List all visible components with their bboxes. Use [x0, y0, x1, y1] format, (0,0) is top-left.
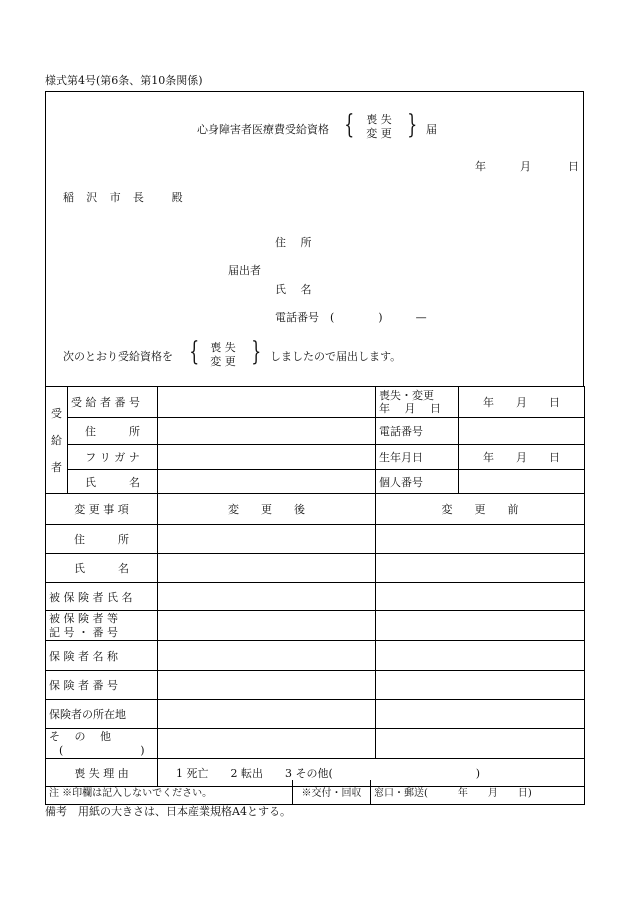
statement-option-loss: 喪 失: [210, 341, 236, 354]
applicant-phone-label: 電話番号 ( ) —: [275, 311, 427, 324]
change-before-field[interactable]: [376, 554, 585, 583]
left-brace-icon: {: [344, 110, 355, 140]
change-before-field[interactable]: [376, 729, 585, 759]
change-after-field[interactable]: [158, 700, 376, 729]
change-row-label: 保険者の所在地: [46, 700, 158, 729]
change-before-field[interactable]: [376, 641, 585, 671]
change-before-field[interactable]: [376, 611, 585, 641]
change-row-label: 被 保 険 者 等 記 号 ・ 番 号: [46, 611, 158, 641]
delivery-label: ※交付・回収: [293, 780, 371, 804]
furigana-field[interactable]: [158, 445, 376, 470]
change-before-field[interactable]: [376, 583, 585, 611]
left-brace-icon: {: [189, 337, 200, 367]
loss-change-date-label: 喪失・変更 年 月 日: [376, 387, 459, 418]
form-table: [45, 386, 585, 787]
statement-options: [201, 341, 245, 369]
change-after-field[interactable]: [158, 641, 376, 671]
form-title-prefix: 心身障害者医療費受給資格: [197, 123, 329, 136]
birthdate-field[interactable]: 年 月 日: [459, 445, 585, 470]
note-table: [45, 780, 585, 805]
change-before-field[interactable]: [376, 671, 585, 700]
recipient-number-label: 受 給 者 番 号: [68, 387, 158, 418]
phone-field[interactable]: [459, 418, 585, 445]
statement-option-change: 変 更: [210, 355, 236, 368]
form-title-suffix: 届: [426, 123, 437, 136]
change-before-field[interactable]: [376, 525, 585, 554]
change-after-header: 変 更 後: [158, 494, 376, 525]
recipient-address-field[interactable]: [158, 418, 376, 445]
delivery-field[interactable]: 窓口・郵送( 年 月 日): [371, 780, 585, 804]
change-item-header: 変 更 事 項: [46, 494, 158, 525]
remark: 備考 用紙の大きさは、日本産業規格A4とする。: [45, 805, 291, 818]
change-row-label: 保 険 者 名 称: [46, 641, 158, 671]
change-after-field[interactable]: [158, 611, 376, 641]
recipient-number-field[interactable]: [158, 387, 376, 418]
addressee: 稲 沢 市 長 殿: [63, 191, 187, 204]
title-option-loss: 喪 失: [366, 113, 392, 126]
recipient-address-label: 住 所: [68, 418, 158, 445]
change-after-field[interactable]: [158, 554, 376, 583]
change-row-label: 保 険 者 番 号: [46, 671, 158, 700]
loss-reason-options[interactable]: 1 死亡 2 転出 3 その他( ): [158, 759, 585, 787]
title-option-change: 変 更: [366, 127, 392, 140]
note-text: 注 ※印欄は記入しないでください。: [46, 780, 293, 804]
change-row-label: 被 保 険 者 氏 名: [46, 583, 158, 611]
change-after-field[interactable]: [158, 525, 376, 554]
right-brace-icon: }: [251, 337, 262, 367]
birthdate-label: 生年月日: [376, 445, 459, 470]
change-row-label: 氏 名: [46, 554, 158, 583]
recipient-name-field[interactable]: [158, 470, 376, 494]
change-after-field[interactable]: [158, 729, 376, 759]
furigana-label: フ リ ガ ナ: [68, 445, 158, 470]
applicant-name-label: 氏 名: [275, 283, 312, 296]
change-after-field[interactable]: [158, 583, 376, 611]
applicant-label: 届出者: [228, 264, 261, 277]
personal-number-label: 個人番号: [376, 470, 459, 494]
change-before-header: 変 更 前: [376, 494, 585, 525]
recipient-side-label: 受 給 者: [46, 387, 68, 494]
date-year: 年: [475, 160, 486, 173]
form-number: 様式第4号(第6条、第10条関係): [45, 74, 203, 87]
personal-number-field[interactable]: [459, 470, 585, 494]
title-options: [357, 113, 401, 141]
change-row-label: 住 所: [46, 525, 158, 554]
right-brace-icon: }: [407, 110, 418, 140]
recipient-name-label: 氏 名: [68, 470, 158, 494]
date-month: 月: [520, 160, 531, 173]
change-before-field[interactable]: [376, 700, 585, 729]
statement-suffix: しましたので届出します。: [270, 350, 402, 363]
date-day: 日: [568, 160, 579, 173]
phone-label: 電話番号: [376, 418, 459, 445]
statement-prefix: 次のとおり受給資格を: [63, 350, 173, 363]
applicant-address-label: 住 所: [275, 236, 312, 249]
loss-change-date-field[interactable]: 年 月 日: [459, 387, 585, 418]
change-after-field[interactable]: [158, 671, 376, 700]
change-row-label: そ の 他 ( ): [46, 729, 158, 759]
loss-reason-label: 喪 失 理 由: [46, 759, 158, 787]
